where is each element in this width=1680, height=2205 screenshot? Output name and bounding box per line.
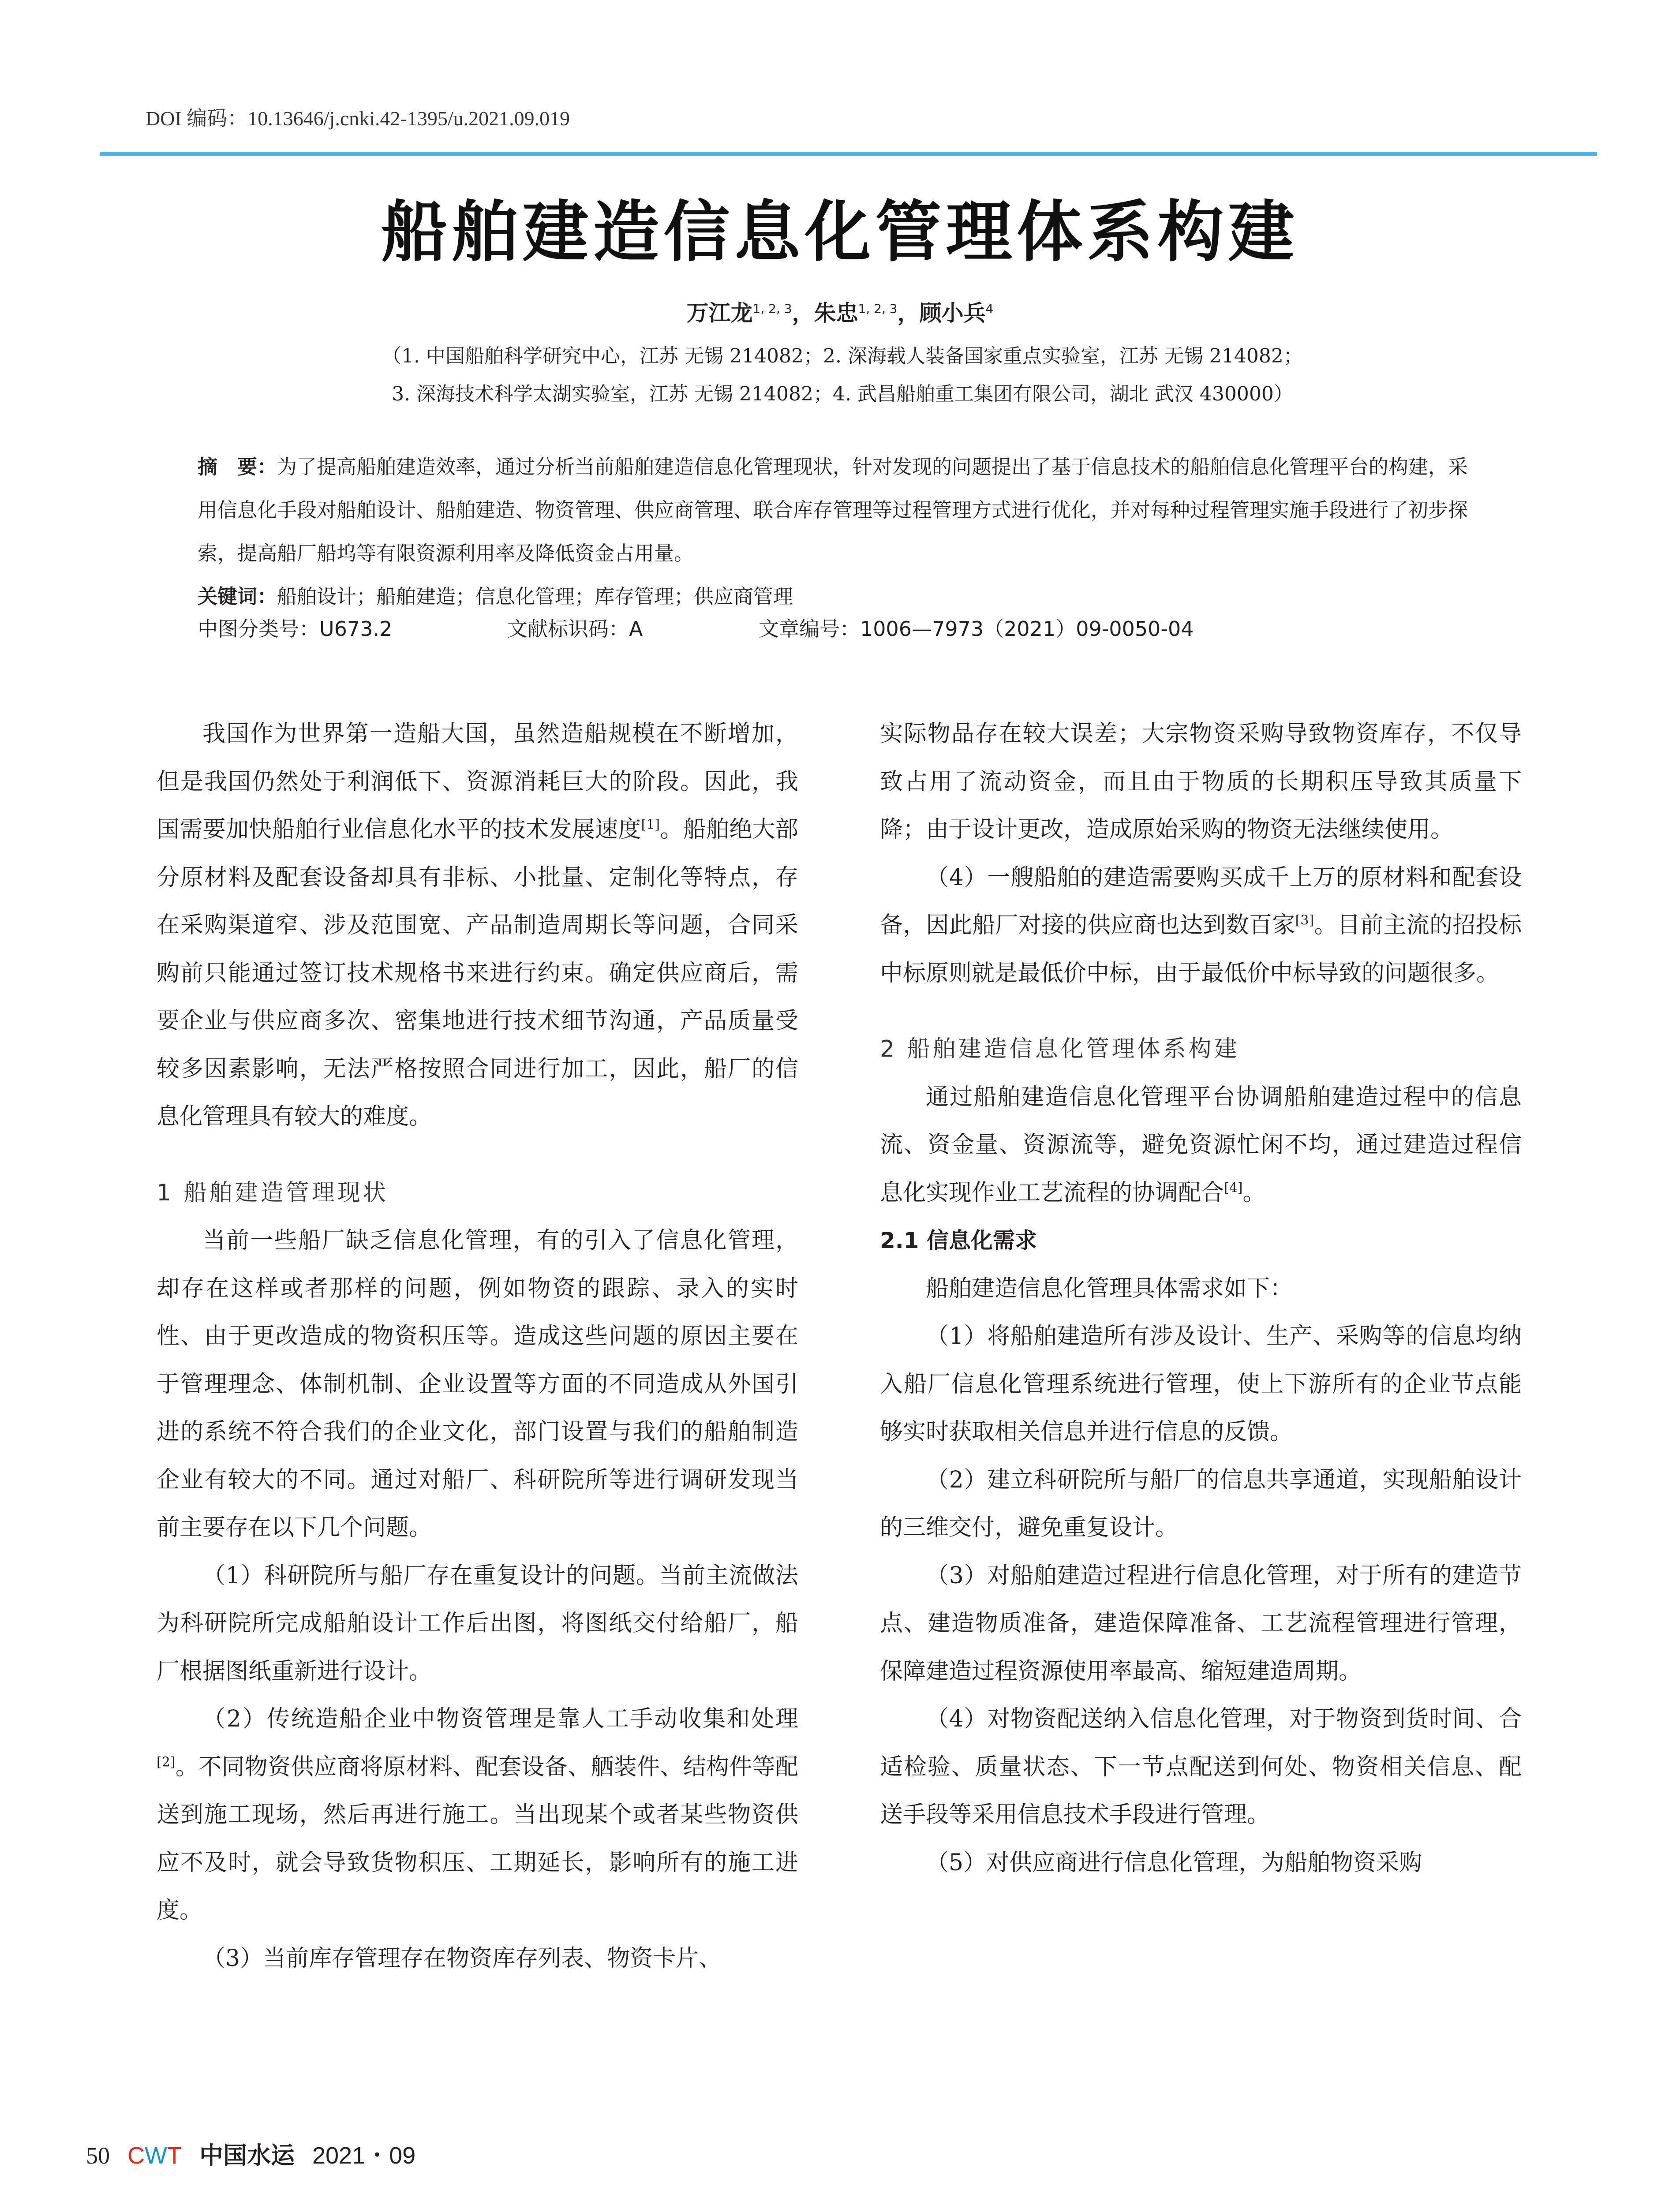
body-paragraph: （4）对物资配送纳入信息化管理，对于物资到货时间、合适检验、质量状态、下一节点配送到何处、物资相关信息、配送手段等采用信息技术手段进行管理。 — [880, 1706, 1522, 1828]
body-paragraph — [880, 1073, 1522, 1217]
paragraph-text: 。不同物资供应商将原材料、配套设备、舾装件、结构件等配送到施工现场，然后再进行施工。当出现某个或者某些物资供应不及时，就会导致货物积压、工期延长，影响所有的施工进度。 — [157, 1753, 798, 1924]
right-column — [880, 710, 1522, 1887]
body-paragraph — [157, 710, 798, 1141]
paragraph-text: （2）传统造船企业中物资管理是靠人工手动收集和处理 — [202, 1706, 798, 1732]
affiliations — [247, 337, 1438, 413]
left-column — [157, 710, 798, 1982]
section-heading: 1 船舶建造管理现状 — [157, 1179, 389, 1206]
page-number: 50 — [86, 2142, 110, 2169]
paragraph-text: 。船舶绝大部分原材料及配套设备却具有非标、小批量、定制化等特点，存在采购渠道窄、涉及范围宽、产品制造周期长等问题，合同采购前只能通过签订技术规格书来进行约束。确定供应商后，需要企业与供应商多次、密集地进行技术细节沟通，产品质量受较多因素影响，无法严格按照合同进行加工，因此，船厂的信息化管理具有较大的难度。 — [157, 816, 798, 1130]
clc-number: 中图分类号：U673.2 — [198, 617, 393, 641]
keywords-text: 船舶设计；船舶建造；信息化管理；库存管理；供应商管理 — [277, 585, 793, 608]
logo-letter: W — [145, 2142, 167, 2169]
issue-label: 2021・09 — [312, 2142, 416, 2169]
author-name: 朱忠 — [814, 300, 858, 326]
keywords-label: 关键词： — [198, 585, 277, 608]
reference-mark[interactable]: [1] — [641, 817, 660, 833]
journal-logo — [127, 2142, 182, 2169]
paragraph-text: （4）一艘船舶的建造需要购买成千上万的原材料和配套设备，因此船厂对接的供应商也达到数百家 — [880, 864, 1522, 938]
logo-letter: T — [167, 2142, 182, 2169]
abstract-text: 为了提高船舶建造效率，通过分析当前船舶建造信息化管理现状，针对发现的问题提出了基于信息技术的船舶信息化管理平台的构建，采用信息化手段对船舶设计、船舶建造、物资管理、供应商管理、联合库存管理等过程管理方式进行优化，并对每种过程管理实施手段进行了初步探索，提高船厂船坞等有限资源利用率及降低资金占用量。 — [198, 455, 1468, 565]
body-paragraph: （3）对船舶建造过程进行信息化管理，对于所有的建造节点、建造物质准备，建造保障准备、工艺流程管理进行管理，保障建造过程资源使用率最高、缩短建造周期。 — [880, 1562, 1522, 1685]
body-paragraph — [880, 854, 1522, 998]
paragraph-text: 。 — [1242, 1179, 1266, 1206]
abstract-block — [198, 445, 1485, 618]
paragraph-text: 通过船舶建造信息化管理平台协调船舶建造过程中的信息流、资金量、资源流等，避免资源忙闲不均，通过建造过程信息化实现作业工艺流程的协调配合 — [880, 1084, 1522, 1206]
author-affil-mark: 4 — [985, 301, 994, 316]
article-number: 文章编号：1006—7973（2021）09-0050-04 — [759, 617, 1194, 641]
section-heading: 2 船舶建造信息化管理体系构建 — [880, 1036, 1240, 1062]
author-affil-mark: 1, 2, 3 — [858, 301, 898, 316]
reference-mark[interactable]: [2] — [157, 1754, 176, 1770]
author-affil-mark: 1, 2, 3 — [752, 301, 792, 316]
reference-mark[interactable]: [3] — [1295, 912, 1314, 928]
body-paragraph: （2）建立科研院所与船厂的信息共享通道，实现船舶设计的三维交付，避免重复设计。 — [880, 1466, 1522, 1541]
page-footer — [86, 2137, 415, 2171]
body-paragraph: 当前一些船厂缺乏信息化管理，有的引入了信息化管理，却存在这样或者那样的问题，例如物资的跟踪、录入的实时性、由于更改造成的物资积压等。造成这些问题的原因主要在于管理理念、体制机制、企业设置等方面的不同造成从外国引进的系统不符合我们的企业文化，部门设置与我们的船舶制造企业有较大的不同。通过对船厂、科研院所等进行调研发现当前主要存在以下几个问题。 — [157, 1227, 798, 1541]
document-code: 文献标识码：A — [507, 617, 643, 641]
body-paragraph: （3）当前库存管理存在物资库存列表、物资卡片、 — [202, 1945, 722, 1972]
body-paragraph — [157, 1695, 798, 1935]
doi-line: DOI 编码：10.13646/j.cnki.42-1395/u.2021.09.019 — [146, 107, 570, 130]
paragraph-text: 我国作为世界第一造船大国，虽然造船规模在不断增加，但是我国仍然处于利润低下、资源消耗巨大的阶段。因此，我国需要加快船舶行业信息化水平的技术发展速度 — [157, 721, 798, 843]
author-separator: ， — [897, 300, 920, 326]
abstract — [198, 445, 1485, 575]
author-name: 万江龙 — [686, 300, 753, 326]
reference-mark[interactable]: [4] — [1224, 1180, 1243, 1196]
header-rule — [100, 152, 1597, 156]
logo-letter: C — [127, 2142, 145, 2169]
body-paragraph: （5）对供应商进行信息化管理，为船舶物资采购 — [926, 1849, 1422, 1876]
author-line — [0, 295, 1680, 327]
body-paragraph: （1）将船舶建造所有涉及设计、生产、采购等的信息均纳入船厂信息化管理系统进行管理，使上下游所有的企业节点能够实时获取相关信息并进行信息的反馈。 — [880, 1323, 1522, 1445]
abstract-label: 摘 要： — [198, 455, 277, 478]
journal-name: 中国水运 — [199, 2141, 295, 2169]
paragraph-text: 。目前主流的招投标中标原则就是最低价中标，由于最低价中标导致的问题很多。 — [880, 912, 1522, 987]
keywords — [198, 575, 1485, 618]
body-paragraph: 实际物品存在较大误差；大宗物资采购导致物资库存，不仅导致占用了流动资金，而且由于物质的长期积压导致其质量下降；由于设计更改，造成原始采购的物资无法继续使用。 — [880, 721, 1522, 843]
author-separator: ， — [792, 300, 814, 326]
affiliation-line: 3. 深海技术科学太湖实验室，江苏 无锡 214082；4. 武昌船舶重工集团有限公司，湖北 武汉 430000） — [392, 383, 1293, 405]
paper-title: 船舶建造信息化管理体系构建 — [381, 194, 1299, 271]
subsection-heading: 2.1 信息化需求 — [880, 1228, 1037, 1253]
body-paragraph: （1）科研院所与船厂存在重复设计的问题。当前主流做法为科研院所完成船舶设计工作后出图，将图纸交付给船厂，船厂根据图纸重新进行设计。 — [157, 1562, 798, 1685]
author-name: 顾小兵 — [919, 300, 986, 326]
body-paragraph: 船舶建造信息化管理具体需求如下： — [926, 1275, 1293, 1302]
affiliation-line: （1. 中国船舶科学研究中心，江苏 无锡 214082；2. 深海载人装备国家重点实验室，江苏 无锡 214082； — [382, 345, 1303, 367]
